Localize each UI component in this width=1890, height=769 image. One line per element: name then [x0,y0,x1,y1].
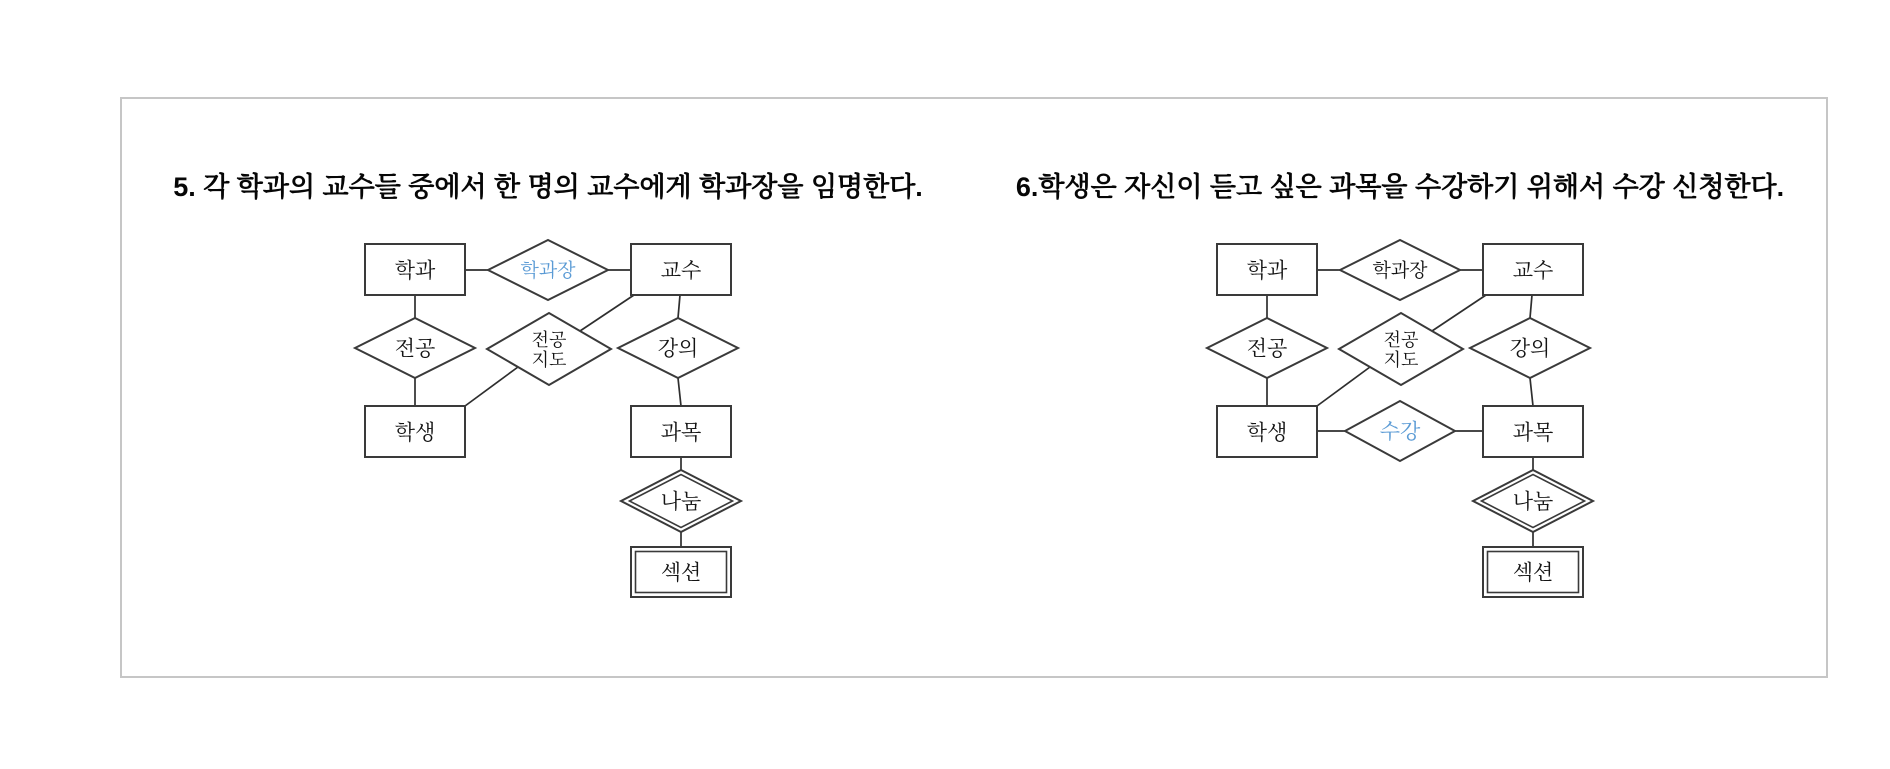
entity-student-label: 학생 [1246,421,1288,445]
relationship-dept-head-label: 학과장 [1372,260,1428,282]
entity-course-label: 과목 [1512,421,1554,445]
relationship-advising-label-line2: 지도 [1383,350,1419,370]
entity-section-label: 섹션 [660,561,702,585]
relationship-enrollment-label: 수강 [1379,420,1421,444]
entity-department-label: 학과 [394,259,436,283]
relationship-major-label: 전공 [1246,337,1288,361]
relationship-advising-label-line1: 전공 [531,330,567,350]
content-frame [120,97,1828,678]
edge-lecture-course [1530,378,1533,406]
edge-lecture-course [678,378,681,406]
entity-professor-label: 교수 [1512,259,1554,283]
panel-6-title: 6.학생은 자신이 듣고 싶은 과목을 수강하기 위해서 수강 신청한다. [1015,172,1785,202]
panel-5-title: 5. 각 학과의 교수들 중에서 한 명의 교수에게 학과장을 임명한다. [173,172,923,202]
edge-professor-advising [580,295,634,331]
entity-course-label: 과목 [660,421,702,445]
entity-section-label: 섹션 [1512,561,1554,585]
er-diagram-6 [1183,230,1617,612]
edge-professor-lecture [678,295,680,318]
er-diagram-5 [331,230,765,612]
panel-6 [974,99,1826,676]
edge-advising-student [465,367,518,406]
relationship-dept-head-label: 학과장 [520,260,576,282]
entity-student-label: 학생 [394,421,436,445]
relationship-division-label: 나눔 [660,490,702,514]
relationship-lecture-label: 강의 [1509,337,1551,361]
panel-5 [122,99,974,676]
edge-advising-student [1317,367,1370,406]
relationship-major-label: 전공 [394,337,436,361]
edge-professor-advising [1432,295,1486,331]
relationship-division-label: 나눔 [1512,490,1554,514]
edge-professor-lecture [1530,295,1532,318]
entity-professor-label: 교수 [660,259,702,283]
relationship-lecture-label: 강의 [657,337,699,361]
relationship-advising-label-line1: 전공 [1383,330,1419,350]
relationship-advising-label-line2: 지도 [531,350,567,370]
entity-department-label: 학과 [1246,259,1288,283]
